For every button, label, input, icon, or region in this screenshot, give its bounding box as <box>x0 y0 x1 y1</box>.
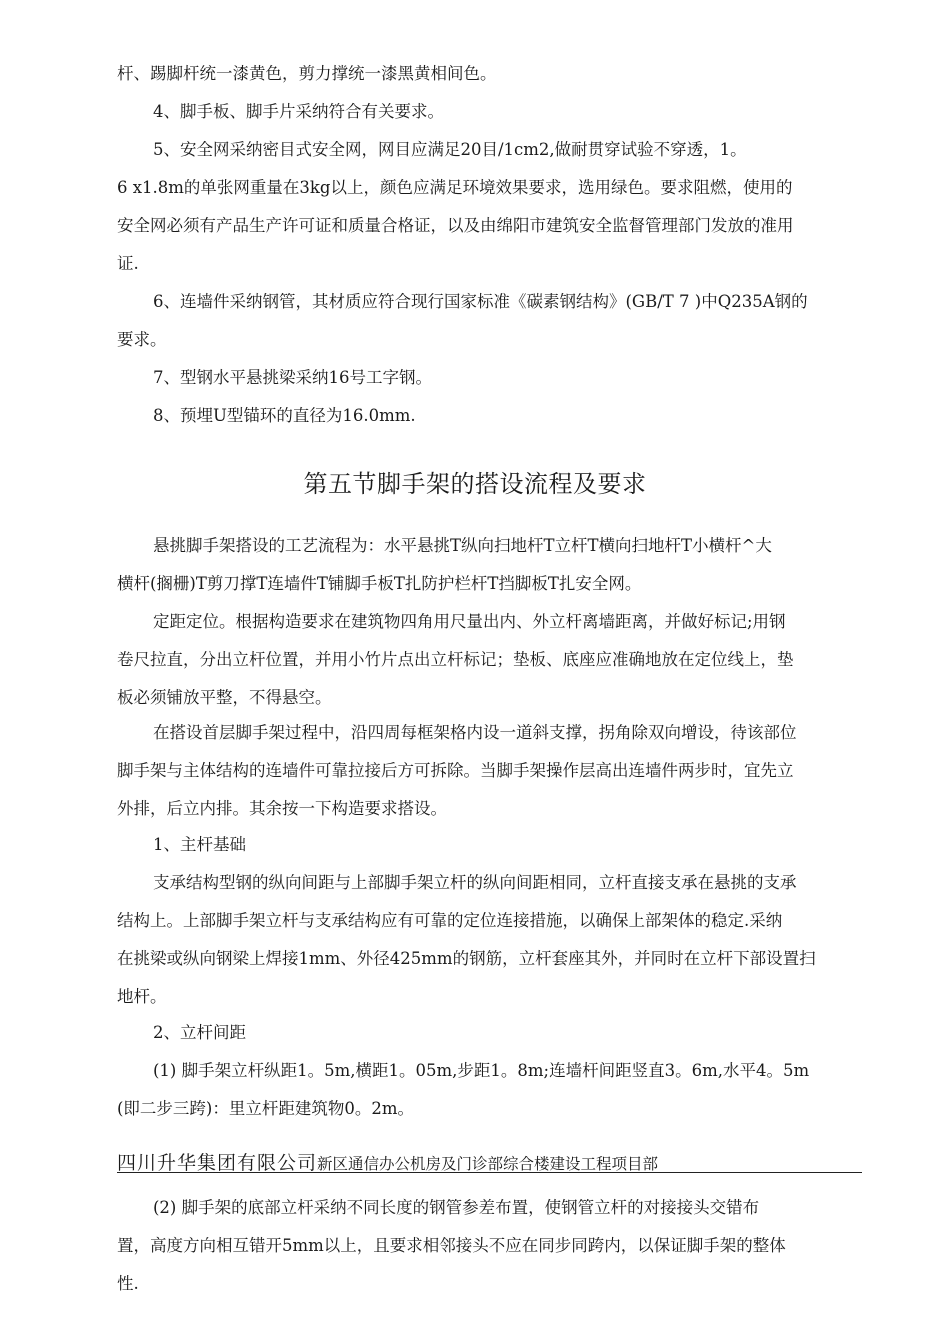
paragraph-line: 要求。 <box>117 330 167 349</box>
paragraph-line: 支承结构型钢的纵向间距与上部脚手架立杆的纵向间距相同，立杆直接支承在悬挑的支承 <box>153 873 797 892</box>
list-item: 8、预埋U型锚环的直径为16.0mm. <box>153 406 416 425</box>
list-item: 6、连墙件采纳钢管，其材质应符合现行国家标准《碳素钢结构》(GB/T 7 )中Q235A钢的 <box>153 292 808 311</box>
paragraph-line: 横杆(搁栅)T剪刀撑T连墙件T铺脚手板T扎防护栏杆T挡脚板T扎安全网。 <box>117 574 642 593</box>
footer-project: 新区通信办公机房及门诊部综合楼建设工程项目部 <box>317 1155 659 1173</box>
page-footer <box>117 1148 862 1173</box>
paragraph-line: 在挑梁或纵向钢梁上焊接1mm、外径425mm的钢筋，立杆套座其外，并同时在立杆下部设置扫 <box>117 949 816 968</box>
list-item: 4、脚手板、脚手片采纳符合有关要求。 <box>153 102 444 121</box>
paragraph-line: 置，高度方向相互错开5mm以上，且要求相邻接头不应在同步同跨内，以保证脚手架的整体 <box>117 1236 786 1255</box>
paragraph-line: 在搭设首层脚手架过程中，沿四周每框架格内设一道斜支撑，拐角除双向增设，待该部位 <box>153 723 797 742</box>
paragraph-line: 板必须铺放平整，不得悬空。 <box>117 688 332 707</box>
subsection-heading: 2、立杆间距 <box>153 1023 246 1042</box>
paragraph-line: 证. <box>117 254 139 273</box>
list-item: 5、安全网采纳密目式安全网，网目应满足20目/1cm2,做耐贯穿试验不穿透，1。 <box>153 140 747 159</box>
footer-company: 四川升华集团有限公司 <box>117 1152 318 1174</box>
paragraph-line: 性. <box>117 1274 139 1293</box>
paragraph-line: (2) 脚手架的底部立杆采纳不同长度的钢管参差布置，使钢管立杆的对接接头交错布 <box>153 1198 760 1217</box>
paragraph-line: (即二步三跨)：里立杆距建筑物0。2m。 <box>117 1099 415 1118</box>
paragraph-line: 结构上。上部脚手架立杆与支承结构应有可靠的定位连接措施，以确保上部架体的稳定.采纳 <box>117 911 783 930</box>
paragraph-line: 定距定位。根据构造要求在建筑物四角用尺量出内、外立杆离墙距离，并做好标记;用钢 <box>153 612 786 631</box>
paragraph-line: 卷尺拉直，分出立杆位置，并用小竹片点出立杆标记；垫板、底座应准确地放在定位线上，垫 <box>117 650 794 669</box>
paragraph-line: 脚手架与主体结构的连墙件可靠拉接后方可拆除。当脚手架操作层高出连墙件两步时，宜先立 <box>117 761 794 780</box>
list-item: 7、型钢水平悬挑梁采纳16号工字钢。 <box>153 368 432 387</box>
paragraph-line: (1) 脚手架立杆纵距1。5m,横距1。05m,步距1。8m;连墙杆间距竖直3。6m,水平4。5m <box>153 1061 810 1080</box>
paragraph-line: 6 x1.8m的单张网重量在3kg以上，颜色应满足环境效果要求，选用绿色。要求阻燃，使用的 <box>117 178 793 197</box>
subsection-heading: 1、主杆基础 <box>153 835 246 854</box>
paragraph-line: 安全网必须有产品生产许可证和质量合格证，以及由绵阳市建筑安全监督管理部门发放的准用 <box>117 216 794 235</box>
paragraph-line: 地杆。 <box>117 987 167 1006</box>
paragraph-line: 悬挑脚手架搭设的工艺流程为：水平悬挑T纵向扫地杆T立杆T横向扫地杆T小横杆^大 <box>153 536 772 555</box>
paragraph-line: 杆、踢脚杆统一漆黄色，剪力撑统一漆黑黄相间色。 <box>117 64 497 83</box>
section-title: 第五节脚手架的搭设流程及要求 <box>303 470 647 498</box>
paragraph-line: 外排，后立内排。其余按一下构造要求搭设。 <box>117 799 447 818</box>
